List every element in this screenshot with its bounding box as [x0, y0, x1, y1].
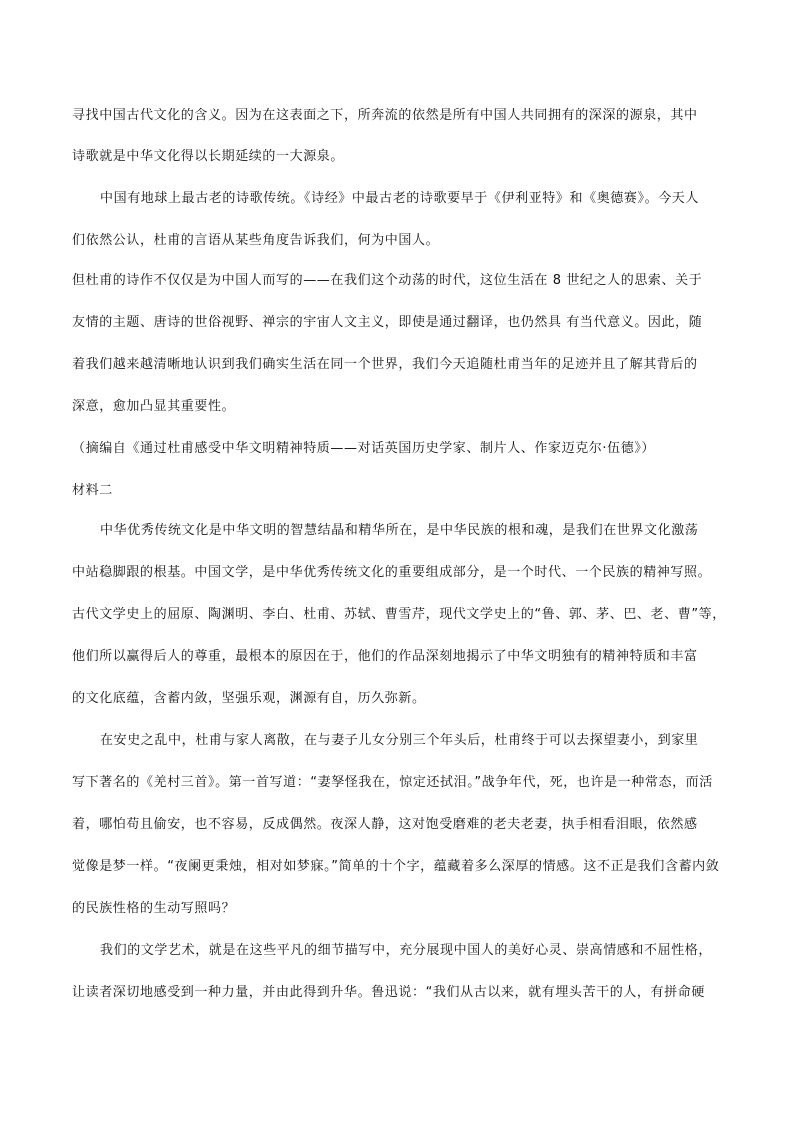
section-heading: 材料二: [72, 483, 113, 498]
text-line: 觉像是梦一样。“夜阑更秉烛，相对如梦寐。”简单的十个字，蕴藏着多么深厚的情感。这不正是我们含蓄内敛: [72, 859, 720, 874]
text-line: 的文化底蕴，含蓄内敛，坚强乐观，渊源有自，历久弥新。: [72, 691, 426, 706]
paragraph-first-line: 在安史之乱中，杜甫与家人离散，在与妻子儿女分别三个年头后，杜甫终于可以去探望妻小，到家里: [100, 733, 699, 748]
paragraph-first-line: 中国有地球上最古老的诗歌传统。《诗经》中最古老的诗歌要早于《伊利亚特》和《奥德赛》。今天人: [100, 191, 700, 206]
text-line: 中站稳脚跟的根基。中国文学，是中华优秀传统文化的重要组成部分，是一个时代、一个民族的精神写照。: [72, 565, 712, 580]
text-line: 古代文学史上的屈原、陶渊明、李白、杜甫、苏轼、曹雪芹，现代文学史上的“鲁、郭、茅、巴、老、曹”等，: [72, 607, 726, 622]
text-line: 但杜甫的诗作不仅仅是为中国人而写的——在我们这个动荡的时代，这位生活在 8 世纪之人的思索、关于: [72, 273, 703, 288]
text-line: 诗歌就是中华文化得以长期延续的一大源泉。: [72, 149, 345, 164]
text-line: 他们所以赢得后人的尊重，最根本的原因在于，他们的作品深刻地揭示了中华文明独有的精神特质和丰富: [72, 649, 698, 664]
text-line: 寻找中国古代文化的含义。因为在这表面之下，所奔流的依然是所有中国人共同拥有的深深的源泉，其中: [72, 108, 698, 123]
paragraph-first-line: 中华优秀传统文化是中华文明的智慧结晶和精华所在，是中华民族的根和魂，是我们在世界文化激荡: [100, 523, 699, 538]
text-line: 深意，愈加凸显其重要性。: [72, 399, 236, 414]
text-line: 友情的主题、唐诗的世俗视野、禅宗的宇宙人文主义，即使是通过翻译，也仍然具 有当代意义。因此，随: [72, 315, 703, 330]
text-line: 让读者深切地感受到一种力量，并由此得到升华。鲁迅说：“我们从古以来，就有埋头苦干的人，有拼命硬: [72, 985, 705, 1000]
text-line: 写下著名的《羌村三首》。第一首写道：“妻孥怪我在，惊定还拭泪。”战争年代，死，也许是一种常态，而活: [72, 775, 713, 790]
text-line: 着我们越来越清晰地认识到我们确实生活在同一个世界，我们今天追随杜甫当年的足迹并且了解其背后的: [72, 357, 698, 372]
paragraph-first-line: 我们的文学艺术，就是在这些平凡的细节描写中，充分展现中国人的美好心灵、崇高情感和不屈性格，: [100, 943, 713, 958]
text-line: 们依然公认，杜甫的言语从某些角度告诉我们，何为中国人。: [72, 233, 440, 248]
source-citation: （摘编自《通过杜甫感受中华文明精神特质——对话英国历史学家、制片人、作家迈克尔·伍德》）: [72, 441, 656, 456]
text-line: 的民族性格的生动写照吗？: [72, 901, 236, 916]
text-line: 着，哪怕苟且偷安，也不容易，反成偶然。夜深人静，这对饱受磨难的老夫老妻，执手相看泪眼，依然感: [72, 817, 698, 832]
